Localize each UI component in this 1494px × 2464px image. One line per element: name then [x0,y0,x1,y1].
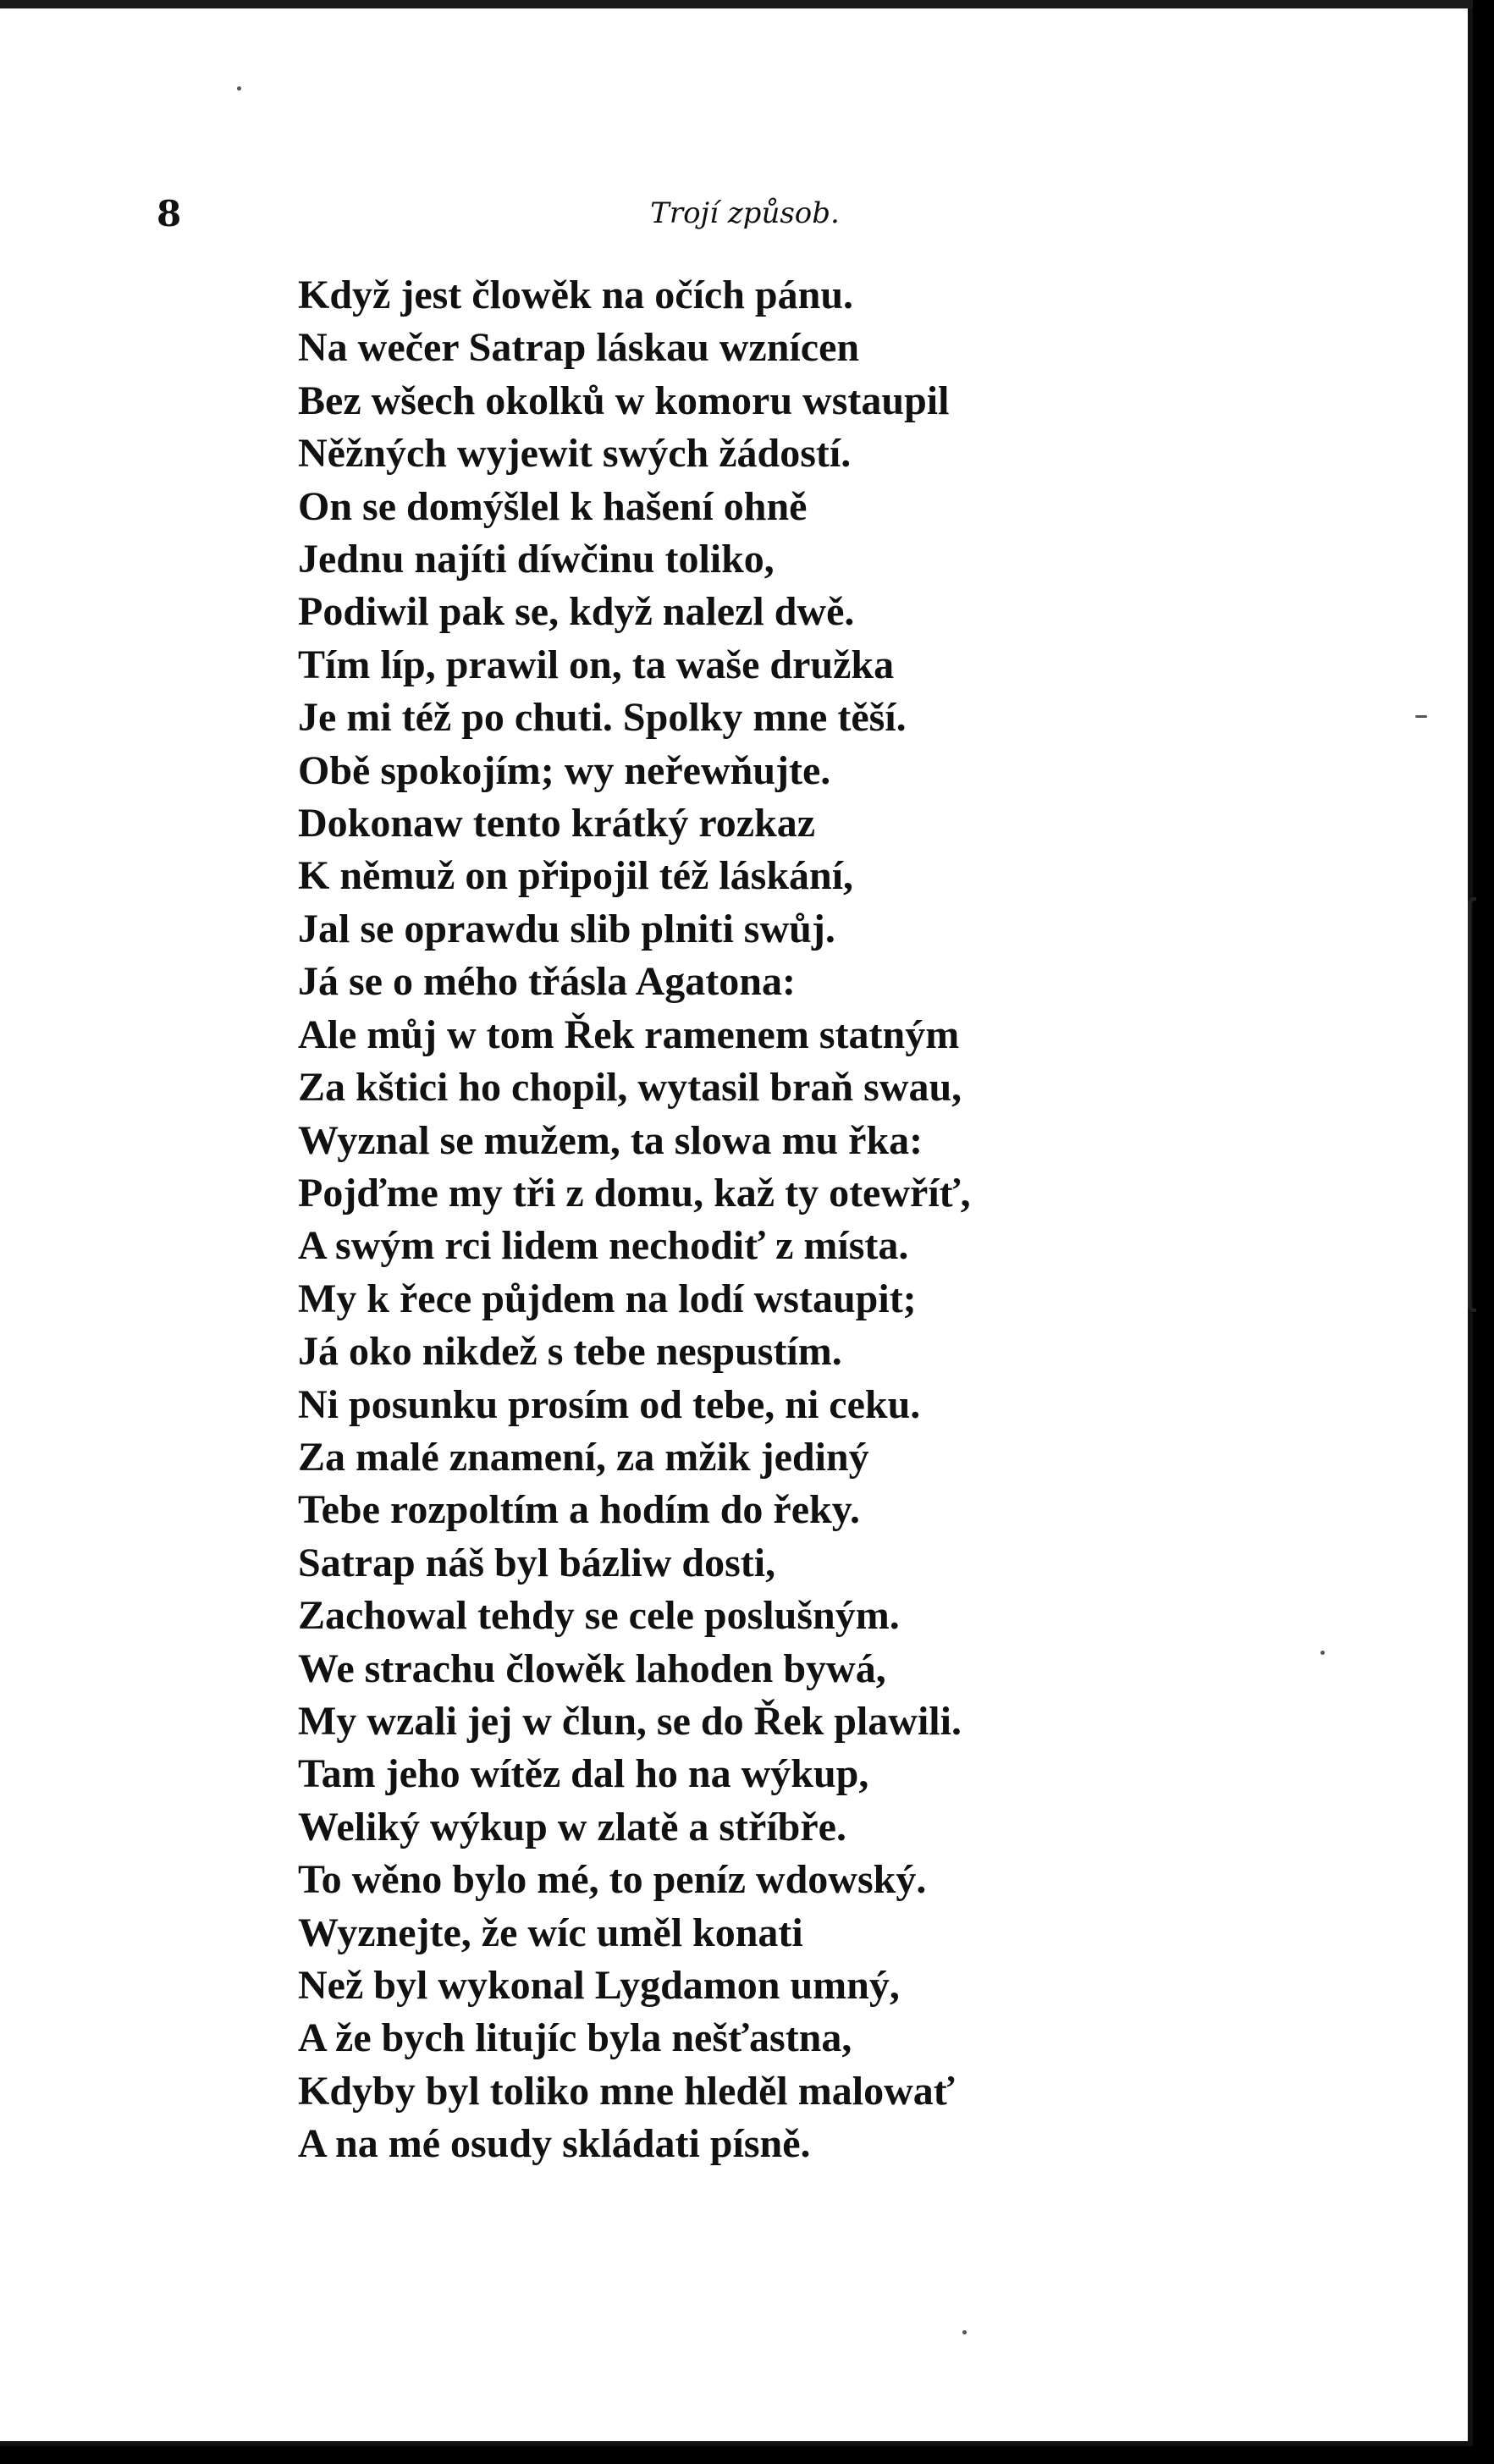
poem-line: Obě spokojím; wy neřewňujte. [298,747,831,793]
poem-line: A swým rci lidem nechodiť z místa. [298,1223,909,1269]
page-number: 8 [157,193,182,234]
page-top-edge [0,0,1473,8]
poem-line: Podiwil pak se, když nalezl dwě. [298,589,855,635]
poem-line: Satrap náš byl bázliw dosti, [298,1540,776,1585]
poem-line: A že bych litujíc byla nešťastna, [298,2015,852,2061]
poem-line: Já oko nikdež s tebe nespustím. [298,1329,842,1375]
poem-line: Ale můj w tom Řek ramenem statným [298,1012,960,1057]
poem-line: My k řece půjdem na lodí wstaupit; [298,1276,917,1321]
poem-line: Je mi též po chuti. Spolky mne těší. [298,695,907,741]
poem-line: Tím líp, prawil on, ta waše družka [298,642,895,687]
poem-line: Pojďme my tři z domu, kaž ty otewříť, [298,1170,971,1215]
margin-bracket-mark [1468,897,1476,1312]
scan-speck [1415,715,1427,718]
poem-line: Bez wšech okolků w komoru wstaupil [298,378,950,423]
poem-line: Ni posunku prosím od tebe, ni ceku. [298,1381,921,1427]
poem-line: Zachowal tehdy se cele poslušným. [298,1593,900,1639]
poem-line: Když jest člowěk na očích pánu. [298,273,854,317]
poem-line: Weliký wýkup w zlatě a stříbře. [298,1804,846,1849]
poem-text [298,269,971,2171]
scan-speck [1320,1651,1325,1655]
poem-line: Já se o mého třásla Agatona: [298,959,796,1005]
scan-speck [962,2330,967,2334]
poem-line: K němuž on připojil též láskání, [298,853,854,899]
poem-line: Za malé znamení, za mžik jediný [298,1434,869,1480]
poem-line: My wzali jej w člun, se do Řek plawili. [298,1698,962,1744]
poem-line: Dokonaw tento krátký rozkaz [298,801,816,846]
poem-line: Tebe rozpoltím a hodím do řeky. [298,1487,861,1533]
poem-line: Něžných wyjewit swých žádostí. [298,431,852,477]
poem-line: To wěno bylo mé, to peníz wdowský. [298,1857,927,1903]
poem-line: Wyznejte, že wíc uměl konati [298,1910,803,1955]
poem-line: Wyznal se mužem, ta slowa mu řka: [298,1117,923,1163]
scan-speck [237,86,241,91]
poem-line: Jednu najíti díwčinu toliko, [298,537,775,582]
poem-line: Tam jeho wítěz dal ho na wýkup, [298,1751,869,1797]
poem-line: On se domýšlel k hašení ohně [298,483,808,529]
poem-line: Než byl wykonal Lygdamon umný, [298,1963,900,2008]
poem-line: We strachu člowěk lahoden bywá, [298,1645,886,1691]
poem-line: A na mé osudy skládati písně. [298,2121,811,2167]
poem-line: Jal se oprawdu slib plniti swůj. [298,906,835,951]
poem-line: Na wečer Satrap láskau wznícen [298,325,860,371]
poem-line: Za kštici ho chopil, wytasil braň swau, [298,1065,962,1111]
poem-line: Kdyby byl toliko mne hleděl malowať [298,2068,955,2114]
running-title: Trojí způsob. [650,196,840,230]
